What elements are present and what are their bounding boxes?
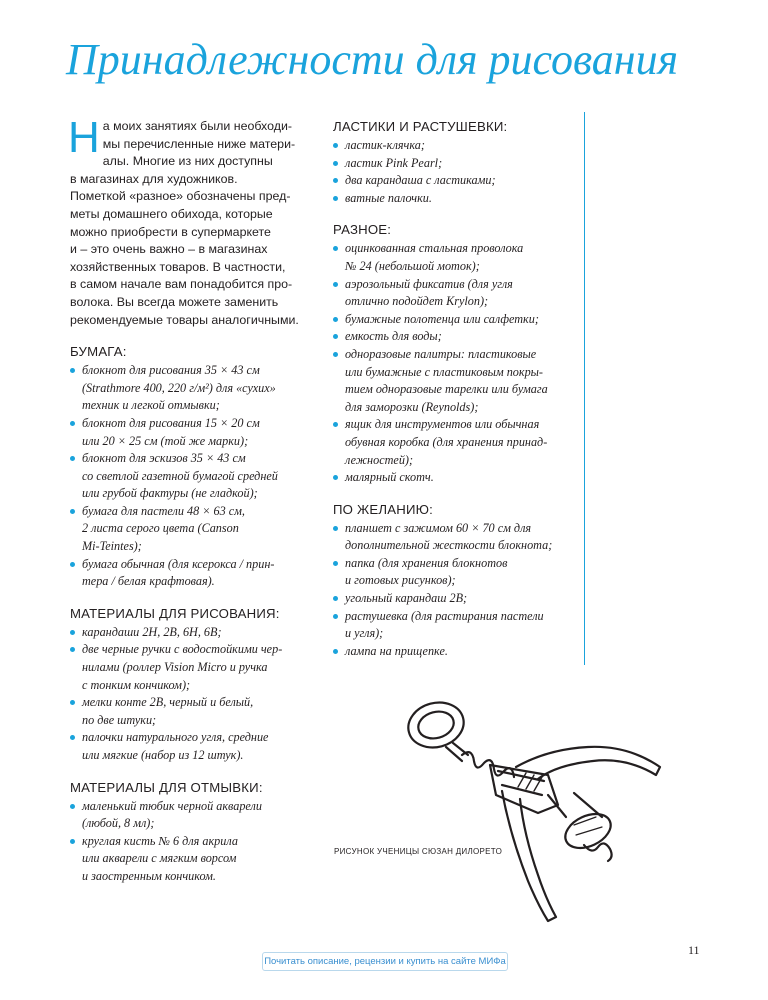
list-item-line: оцинкованная стальная проволока: [345, 241, 524, 256]
list-item: [70, 729, 306, 764]
materials-list: [333, 137, 578, 207]
list-item: [333, 240, 578, 275]
materials-section: [333, 118, 578, 207]
materials-section: [70, 779, 306, 886]
intro-line: алы. Многие из них доступны: [102, 154, 273, 169]
bullet-icon: [70, 368, 75, 373]
list-item-line: карандаши 2H, 2B, 6H, 6B;: [82, 624, 222, 639]
list-item-line: по две штуки;: [82, 712, 157, 727]
list-item: [333, 346, 578, 416]
list-item-line: малярный скотч.: [345, 470, 434, 485]
list-item-line: отлично подойдет Krylon);: [345, 294, 489, 309]
list-item: [333, 416, 578, 469]
list-item: [70, 624, 306, 642]
bullet-icon: [333, 317, 338, 322]
list-item: [333, 311, 578, 329]
list-item-line: мелки конте 2B, черный и белый,: [82, 695, 254, 710]
bullet-icon: [333, 334, 338, 339]
list-item-line: ящик для инструментов или обычная: [345, 417, 540, 432]
intro-line: хозяйственных товаров. В частности,: [70, 259, 286, 274]
list-item-line: одноразовые палитры: пластиковые: [345, 346, 537, 361]
list-item-line: нилами (роллер Vision Micro и ручка: [82, 660, 268, 675]
bullet-icon: [333, 614, 338, 619]
list-item-line: растушевка (для растирания пастели: [345, 608, 544, 623]
list-item-line: или акварели с мягким ворсом: [82, 851, 237, 866]
bullet-icon: [333, 475, 338, 480]
list-item-line: лампа на прищепке.: [345, 643, 448, 658]
list-item-line: с тонким кончиком);: [82, 677, 191, 692]
list-item-line: 2 листа серого цвета (Canson: [82, 521, 239, 536]
list-item-line: палочки натурального угля, средние: [82, 730, 269, 745]
materials-section: [70, 343, 306, 591]
materials-list: [333, 240, 578, 486]
bullet-icon: [70, 839, 75, 844]
bullet-icon: [70, 647, 75, 652]
materials-section: [70, 605, 306, 765]
list-item-line: бумага для пастели 48 × 63 см,: [82, 503, 245, 518]
list-item-line: (Strathmore 400, 220 г/м²) для «сухих»: [82, 380, 276, 395]
intro-line: рекомендуемые товары аналогичными.: [70, 312, 299, 327]
bullet-icon: [70, 509, 75, 514]
list-item-line: лежностей);: [345, 452, 414, 467]
bullet-icon: [333, 282, 338, 287]
list-item: [333, 190, 578, 208]
section-heading: МАТЕРИАЛЫ ДЛЯ РИСОВАНИЯ:: [70, 605, 280, 621]
list-item: [333, 137, 578, 155]
intro-line: можно приобрести в супермаркете: [70, 224, 271, 239]
materials-section: [333, 501, 578, 661]
list-item-line: папка (для хранения блокнотов: [345, 555, 508, 570]
list-item-line: или грубой фактуры (не гладкой);: [82, 486, 258, 501]
section-heading: ПО ЖЕЛАНИЮ:: [333, 501, 434, 517]
intro-line: в самом начале вам понадобится про-: [70, 277, 293, 292]
materials-list: [333, 520, 578, 661]
list-item-line: круглая кисть № 6 для акрила: [82, 833, 238, 848]
list-item-line: тера / белая крафтовая).: [82, 574, 215, 589]
list-item-line: и угля);: [345, 626, 384, 641]
page-number: 11: [688, 943, 700, 957]
list-item: [70, 641, 306, 694]
list-item-line: ластик Pink Pearl;: [345, 155, 443, 170]
list-item-line: две черные ручки с водостойкими чер-: [82, 642, 283, 657]
bullet-icon: [70, 735, 75, 740]
list-item: [333, 469, 578, 487]
bullet-icon: [333, 246, 338, 251]
list-item: [70, 450, 306, 503]
section-heading: РАЗНОЕ:: [333, 222, 392, 238]
section-heading: МАТЕРИАЛЫ ДЛЯ ОТМЫВКИ:: [70, 779, 263, 795]
list-item: [70, 833, 306, 886]
list-item-line: тием одноразовые тарелки или бумага: [345, 382, 548, 397]
section-heading: БУМАГА:: [70, 344, 127, 360]
figure-caption: РИСУНОК УЧЕНИЦЫ СЮЗАН ДИЛОРЕТО: [334, 847, 503, 856]
bullet-icon: [333, 422, 338, 427]
list-item-line: блокнот для рисования 35 × 43 см: [82, 363, 260, 378]
list-item: [70, 798, 306, 833]
list-item-line: и готовых рисунков);: [345, 573, 456, 588]
list-item-line: техник и легкой отмывки;: [82, 398, 220, 413]
list-item: [333, 520, 578, 555]
drop-cap: Н: [68, 113, 100, 162]
list-item-line: или мягкие (набор из 12 штук).: [82, 748, 244, 762]
list-item-line: бумажные полотенца или салфетки;: [345, 311, 539, 326]
list-item-line: и заостренным кончиком.: [82, 868, 216, 883]
materials-list: [70, 362, 306, 591]
bullet-icon: [333, 526, 338, 531]
list-item-line: ластик-клячка;: [345, 138, 425, 152]
section-heading: ЛАСТИКИ И РАСТУШЕВКИ:: [333, 119, 508, 134]
list-item: [333, 155, 578, 173]
right-column: [333, 118, 578, 660]
list-item: [333, 608, 578, 643]
list-item-line: емкость для воды;: [345, 329, 442, 344]
list-item-line: для заморозки (Reynolds);: [345, 399, 479, 414]
list-item: [70, 556, 306, 591]
list-item: [70, 415, 306, 450]
corkscrew-drawing: [398, 695, 668, 930]
list-item-line: угольный карандаш 2B;: [345, 591, 468, 606]
list-item-line: планшет с зажимом 60 × 70 см для: [345, 520, 532, 535]
footer-link[interactable]: Почитать описание, рецензии и купить на сайте МИФа: [262, 952, 508, 971]
bullet-icon: [333, 143, 338, 148]
intro-line: волока. Вы всегда можете заменить: [70, 294, 279, 309]
bullet-icon: [333, 352, 338, 357]
list-item-line: или 20 × 25 см (той же марки);: [82, 433, 249, 448]
list-item: [333, 276, 578, 311]
list-item: [333, 643, 578, 661]
bullet-icon: [70, 700, 75, 705]
list-item-line: ватные палочки.: [345, 190, 432, 205]
left-column: [68, 113, 306, 886]
intro-line: меты домашнего обихода, которые: [70, 206, 273, 221]
bullet-icon: [70, 421, 75, 426]
list-item-line: дополнительной жесткости блокнота;: [345, 538, 553, 553]
bullet-icon: [333, 649, 338, 654]
bullet-icon: [70, 630, 75, 635]
bullet-icon: [70, 562, 75, 567]
intro-line: мы перечисленные ниже матери-: [102, 136, 296, 151]
materials-list: [70, 798, 306, 886]
bullet-icon: [333, 178, 338, 183]
intro-line: а моих занятиях были необходи-: [102, 119, 293, 133]
list-item: [70, 503, 306, 556]
list-item-line: Mi-Teintes);: [82, 539, 142, 554]
list-item-line: со светлой газетной бумагой средней: [82, 468, 278, 483]
intro-line: Пометкой «разное» обозначены пред-: [70, 189, 291, 204]
list-item: [333, 555, 578, 590]
list-item-line: обувная коробка (для хранения принад-: [345, 434, 548, 449]
bullet-icon: [333, 196, 338, 201]
list-item: [70, 362, 306, 415]
page-title: Принадлежности для рисования: [66, 35, 679, 84]
column-divider: [584, 112, 585, 665]
bullet-icon: [70, 804, 75, 809]
list-item-line: или бумажные с пластиковым покры-: [345, 364, 543, 379]
list-item-line: (любой, 8 мл);: [82, 816, 155, 831]
list-item-line: маленький тюбик черной акварели: [82, 798, 262, 813]
list-item-line: № 24 (небольшой моток);: [345, 258, 480, 273]
bullet-icon: [70, 456, 75, 461]
list-item-line: блокнот для эскизов 35 × 43 см: [82, 451, 246, 466]
list-item-line: бумага обычная (для ксерокса / прин-: [82, 556, 275, 571]
materials-list: [70, 624, 306, 765]
list-item-line: блокнот для рисования 15 × 20 см: [82, 415, 260, 430]
bullet-icon: [333, 596, 338, 601]
intro-paragraph: [68, 113, 306, 329]
intro-line: и – это очень важно – в магазинах: [70, 242, 268, 257]
list-item-line: два карандаша с ластиками;: [345, 173, 496, 188]
list-item: [333, 328, 578, 346]
bullet-icon: [333, 161, 338, 166]
bullet-icon: [333, 561, 338, 566]
materials-section: [333, 221, 578, 486]
list-item: [333, 172, 578, 190]
list-item-line: аэрозольный фиксатив (для угля: [345, 276, 513, 291]
intro-line: в магазинах для художников.: [70, 171, 238, 186]
list-item: [70, 694, 306, 729]
list-item: [333, 590, 578, 608]
